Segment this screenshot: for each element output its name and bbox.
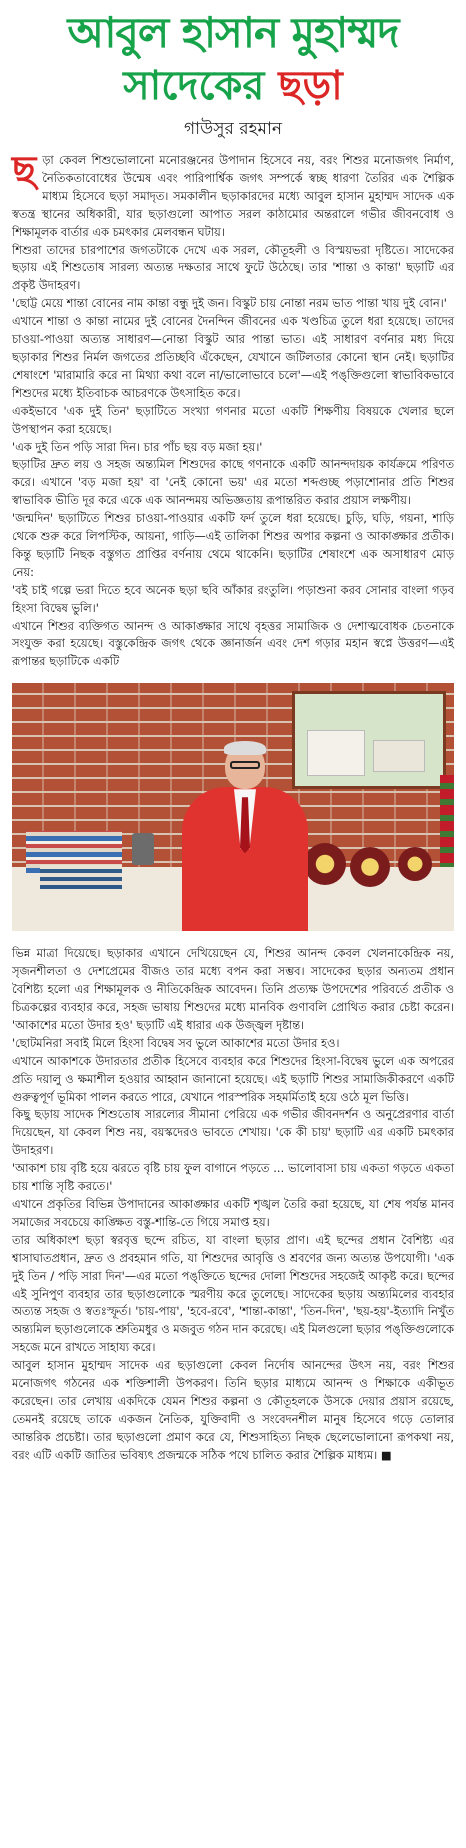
paragraph-intro-text: ড়া কেবল শিশুভোলানো মনোরঞ্জনের উপাদান হিসেবে নয়, বরং শিশুর মনোজগৎ নির্মাণ, নৈতিকতাবোধের উন্মেষ এবং পারিপার্শ্বিক জগৎ সম্পর্কে স্বচ্ছ ধারণা তৈরির এক শৈল্পিক মাধ্যম হিসেবে ছড়া সমাদৃত। সমকালীন ছড়াকারদের মধ্যে আবুল হাসান মুহাম্মদ সাদেক এক স্বতন্ত্র স্থানের অধিকারী, যার ছড়াগুলো আপাত সরল কাঠামোর অন্তরালে গভীর জীবনবোধ ও শিক্ষামূলক বার্তার এক চমৎকার মেলবন্ধন ঘটায়। bbox=[12, 153, 454, 239]
book-stack bbox=[40, 865, 122, 889]
headline-line-2 bbox=[12, 60, 454, 112]
award-plaque bbox=[304, 843, 346, 885]
paragraph: ভিন্ন মাত্রা দিয়েছে। ছড়াকার এখানে দেখিয়েছেন যে, শিশুর আনন্দ কেবল খেলনাকেন্দ্রিক নয়, সৃজনশীলতা ও দেশপ্রেমের বীজও তার মধ্যে বপন করা সম্ভব। সাদেকের ছড়ার অন্যতম প্রধান বৈশিষ্ট্য হলো এর শিক্ষামূলক ও নীতিকেন্দ্রিক আবেদন। তিনি প্রত্যক্ষ উপদেশের পরিবর্তে প্রতীক ও চিত্রকল্পের ব্যবহার করে, সহজ ভাষায় শিশুদের মধ্যে মানবিক গুণাবলি প্রোথিত করার চেষ্টা করেন। 'আকাশের মতো উদার হও' ছড়াটি এই ধারার এক উজ্জ্বল দৃষ্টান্ত। bbox=[12, 946, 454, 1032]
building-shape bbox=[373, 740, 425, 772]
quote: 'এক দুই তিন পড়ি সারা দিন। চার পাঁচ ছয় বড় মজা হয়।' bbox=[12, 439, 263, 454]
building-shape bbox=[307, 730, 365, 776]
paragraph: শিশুরা তাদের চারপাশের জগতটাকে দেখে এক সরল, কৌতূহলী ও বিস্ময়ভরা দৃষ্টিতে। সাদেকের ছড়ায় এই শিশুতোষ সারল্য অত্যন্ত দক্ষতার সাথে ফুটে উঠেছে। তার 'শান্তা ও কান্তা' ছড়াটি এর প্রকৃষ্ট উদাহরণ। bbox=[12, 242, 454, 293]
paragraph: এখানে শান্তা ও কান্তা নামের দুই বোনের দৈনন্দিন জীবনের এক খণ্ডচিত্র তুলে ধরা হয়েছে। তাদের চাওয়া-পাওয়া অত্যন্ত সাধারণ—নোন্তা বিস্কুট আর পান্তা ভাত। এই সাধারণ বর্ণনার মধ্য দিয়ে ছড়াকার শিশুর নির্মল জগতের প্রতিচ্ছবি এঁকেছেন, যেখানে জটিলতার কোনো স্থান নেই। ছড়াটির শেষাংশে 'মারামারি করে না মিথ্যা কথা বলে না/ভালোভাবে চলে'—এই পঙ্‌ক্তিগুলো স্বাভাবিকভাবে শিশুদের মধ্যে ইতিবাচক আচরণকে উৎসাহিত করে। bbox=[12, 314, 454, 400]
hair bbox=[224, 741, 266, 755]
paragraph: এখানে প্রকৃতির বিভিন্ন উপাদানের আকাঙ্ক্ষার একটি শৃঙ্খল তৈরি করা হয়েছে, যা শেষ পর্যন্ত মানব সমাজের সবচেয়ে কাঙ্ক্ষিত বস্তু-শান্তি-তে গিয়ে সমাপ্ত হয়। bbox=[12, 1196, 454, 1229]
window-picture bbox=[292, 691, 446, 789]
headline-line-2-green: সাদেকের bbox=[123, 63, 279, 109]
glasses bbox=[230, 761, 260, 769]
headline-line-2-red: ছড়া bbox=[278, 63, 343, 109]
paragraph: এখানে শিশুর ব্যক্তিগত আনন্দ ও আকাঙ্ক্ষার সাথে বৃহত্তর সামাজিক ও দেশাত্মবোধক চেতনাকে সংযুক্ত করা হয়েছে। বস্তুকেন্দ্রিক জগৎ থেকে জ্ঞানার্জন এবং দেশ গড়ার মহান স্বপ্নে উত্তরণ—এই রূপান্তর ছড়াটিকে একটি bbox=[12, 618, 454, 669]
headline bbox=[12, 6, 454, 112]
quote: 'বই চাই গল্পে ভরা দিতে হবে অনেক ছড়া ছবি আঁকার রংতুলি। পড়াশুনা করব সোনার বাংলা গড়ব হিংসা বিদ্বেষ ভুলি।' bbox=[12, 582, 454, 615]
paragraph: তার অধিকাংশ ছড়া স্বরবৃত্ত ছন্দে রচিত, যা বাংলা ছড়ার প্রাণ। এই ছন্দের প্রধান বৈশিষ্ট্য এর শ্বাসাঘাতপ্রধান, দ্রুত ও প্রবহমান গতি, যা শিশুদের আবৃত্তি ও শ্রবণের জন্য অত্যন্ত উপযোগী। 'এক দুই তিন / পড়ি সারা দিন'—এর মতো পঙ্‌ক্তিতে ছন্দের দোলা শিশুদের সহজেই আকৃষ্ট করে। ছন্দের এই সুনিপুণ ব্যবহার তার ছড়াগুলোকে স্মরণীয় করে তুলেছে। সাদেকের ছড়ায় অন্ত্যমিলের ব্যবহার অত্যন্ত সহজ ও স্বতঃস্ফূর্ত। 'চায়-পায়', 'হবে-রবে', 'শান্তা-কান্তা', 'তিন-দিন', 'ছয়-হয়'-ইত্যাদি নিখুঁত অন্ত্যমিল ছড়াগুলোকে শ্রুতিমধুর ও মজবুত গঠন দান করেছে। এই মিলগুলো ছড়ার পঙ্‌ক্তিগুলোকে সহজে মনে রাখতে সাহায্য করে। bbox=[12, 1232, 454, 1355]
pen-holder bbox=[132, 833, 154, 865]
paragraph: একইভাবে 'এক দুই তিন' ছড়াটিতে সংখ্যা গণনার মতো একটি শিক্ষণীয় বিষয়কে খেলার ছলে উপস্থাপন করা হয়েছে। bbox=[12, 403, 454, 436]
author-photo bbox=[12, 683, 454, 931]
paragraph: 'জন্মদিন' ছড়াটিতে শিশুর চাওয়া-পাওয়ার একটি ফর্দ তুলে ধরা হয়েছে। চুড়ি, ঘড়ি, গয়না, শাড়ি থেকে শুরু করে লিপস্টিক, আয়না, গাড়ি—এই তালিকা শিশুর অপার কল্পনা ও আকাঙ্ক্ষার প্রতীক। কিন্তু ছড়াটি নিছক বস্তুগত প্রাপ্তির বর্ণনায় থেমে থাকেনি। ছড়াটির শেষাংশে এক অসাধারণ মোড় নেয়: bbox=[12, 511, 454, 579]
article-body bbox=[12, 148, 454, 1465]
paragraph-intro bbox=[12, 148, 454, 242]
paragraph: আবুল হাসান মুহাম্মদ সাদেক এর ছড়াগুলো কেবল নির্দোষ আনন্দের উৎস নয়, বরং শিশুর মনোজগৎ গঠনের এক শক্তিশালী উপকরণ। তিনি ছড়ার মাধ্যমে আনন্দ ও শিক্ষাকে একীভূত করেছেন। তার লেখায় একদিকে যেমন শিশুর কল্পনা ও কৌতূহলকে উসকে দেয়ার প্রয়াস রয়েছে, তেমনই রয়েছে তাকে একজন নৈতিক, যুক্তিবাদী ও সংবেদনশীল মানুষ হিসেবে গড়ে তোলার আন্তরিক প্রচেষ্টা। তার ছড়াগুলো প্রমাণ করে যে, শিশুসাহিত্য নিছক ছেলেভোলানো রূপকথা নয়, বরং এটি একটি জাতির ভবিষ্যৎ প্রজন্মকে সঠিক পথে চালিত করার শৈল্পিক মাধ্যম। ■ bbox=[12, 1358, 454, 1462]
paragraph: এখানে আকাশকে উদারতার প্রতীক হিসেবে ব্যবহার করে শিশুদের হিংসা-বিদ্বেষ ভুলে এক অপরের প্রতি দয়ালু ও ক্ষমাশীল হওয়ার আহ্বান জানানো হয়েছে। এই ছড়াটি শিশুর সামাজিকীকরণে একটি গুরুত্বপূর্ণ ভূমিকা পালন করতে পারে, যেখানে পারস্পরিক সহমর্মিতাই হয়ে ওঠে মূল ভিত্তি। bbox=[12, 1053, 454, 1104]
drop-cap: ছ bbox=[12, 148, 37, 194]
quote: 'ছোটমনিরা সবাই মিলে হিংসা বিদ্বেষ সব ভুলে আকাশের মতো উদার হও। bbox=[12, 1035, 340, 1050]
quote: 'ছোট্ট মেয়ে শান্তা বোনের নাম কান্তা বন্ধু দুই জন। বিস্কুট চায় নোন্তা নরম ভাত পান্তা খায় দুই বোন।' bbox=[12, 296, 447, 311]
quote: 'আকাশ চায় বৃষ্টি হয়ে ঝরতে বৃষ্টি চায় ফুল বাগানে পড়তে ... ভালোবাসা চায় একতা গড়তে একতা চায় শান্তি সৃষ্টি করতে।' bbox=[12, 1161, 454, 1194]
author-figure bbox=[182, 743, 308, 931]
byline: গাউসুর রহমান bbox=[183, 119, 283, 139]
award-plaque bbox=[350, 847, 390, 887]
headline-line-1: আবুল হাসান মুহাম্মদ bbox=[67, 8, 399, 57]
paragraph: ছড়াটির দ্রুত লয় ও সহজ অন্ত্যমিল শিশুদের কাছে গণনাকে একটি আনন্দদায়ক কার্যক্রমে পরিণত করে। এখানে 'বড় মজা হয়' বা 'নেই কোনো ভয়' এর মতো শব্দগুচ্ছ পড়াশোনার প্রতি শিশুর স্বাভাবিক ভীতি দূর করে একে এক আনন্দময় অভিজ্ঞতায় রূপান্তরিত করার প্রয়াস লক্ষণীয়। bbox=[12, 457, 454, 508]
paragraph: কিছু ছড়ায় সাদেক শিশুতোষ সারল্যের সীমানা পেরিয়ে এক গভীর জীবনদর্শন ও অনুপ্রেরণার বার্তা দিয়েছেন, যা কেবল শিশু নয়, বয়স্কদেরও ভাবতে শেখায়। 'কে কী চায়' ছড়াটি এর একটি চমৎকার উদাহরণ। bbox=[12, 1107, 454, 1158]
